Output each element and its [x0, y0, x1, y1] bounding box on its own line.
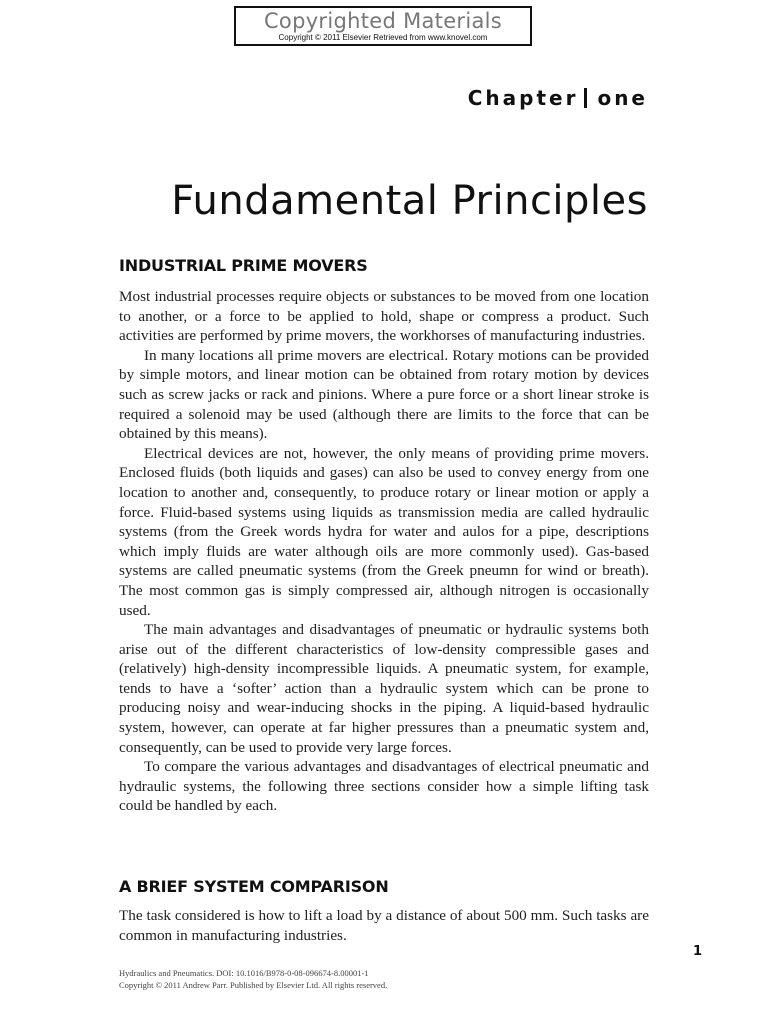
chapter-divider: [584, 88, 587, 108]
paragraph: To compare the various advantages and disadvantages of electrical pneumatic and hydraulic systems, the following three sections consider how a simple lifting task could be handled by each.: [119, 758, 649, 815]
section-heading-prime-movers: INDUSTRIAL PRIME MOVERS: [119, 256, 368, 275]
paragraph: The task considered is how to lift a load by a distance of about 500 mm. Such tasks are common in manufacturing industries.: [119, 907, 649, 944]
stamp-subtitle: Copyright © 2011 Elsevier Retrieved from www.knovel.com: [278, 33, 488, 42]
copyright-stamp: [234, 6, 532, 46]
section-body-prime-movers: [119, 287, 649, 816]
stamp-title: Copyrighted Materials: [263, 9, 503, 33]
chapter-number: one: [597, 86, 648, 110]
footer-doi: Hydraulics and Pneumatics. DOI: 10.1016/B978-0-08-096674-8.00001-1: [119, 968, 369, 978]
section-body-system-comparison: [119, 906, 649, 945]
paragraph: In many locations all prime movers are electrical. Rotary motions can be provided by simple motors, and linear motion can be obtained from rotary motion by devices such as screw jacks or rack and pinions. Where a pure force or a short linear stroke is required a solenoid may be used (although there are limits to the force that can be obtained by this means).: [119, 346, 649, 443]
paragraph: The main advantages and disadvantages of pneumatic or hydraulic systems both arise out of the different characteristics of low-density compressible gases and (relatively) high-density incompressible liquids. A pneumatic system, for example, tends to have a ‘softer’ action than a hydraulic system which can be prone to producing noisy and wear-inducing shocks in the piping. A liquid-based hydraulic system, however, can operate at far higher pressures than a pneumatic system and, consequently, can be used to provide very large forces.: [119, 621, 649, 756]
page-number: 1: [693, 944, 703, 959]
footer: [119, 967, 539, 991]
paragraph: Electrical devices are not, however, the only means of providing prime movers. Enclosed fluids (both liquids and gases) can also be used to convey energy from one location to another and, consequently, to produce rotary or linear motion or apply a force. Fluid-based systems using liquids as transmission media are called hydraulic systems (from the Greek words hydra for water and aulos for a pipe, descriptions which imply fluids are water although oils are more commonly used). Gas-based systems are called pneumatic systems (from the Greek pneumn for wind or breath). The most common gas is simply compressed air, although nitrogen is occasionally used.: [119, 444, 649, 619]
chapter-title: Fundamental Principles: [171, 178, 648, 224]
chapter-label: [468, 86, 648, 110]
chapter-word: Chapter: [467, 86, 579, 110]
paragraph: Most industrial processes require objects or substances to be moved from one location to another, or a force to be applied to hold, shape or compress a product. Such activities are performed by prime movers, the workhorses of manufacturing industries.: [119, 288, 649, 345]
footer-copyright: Copyright © 2011 Andrew Parr. Published by Elsevier Ltd. All rights reserved.: [119, 980, 388, 990]
section-heading-system-comparison: A BRIEF SYSTEM COMPARISON: [119, 877, 389, 896]
